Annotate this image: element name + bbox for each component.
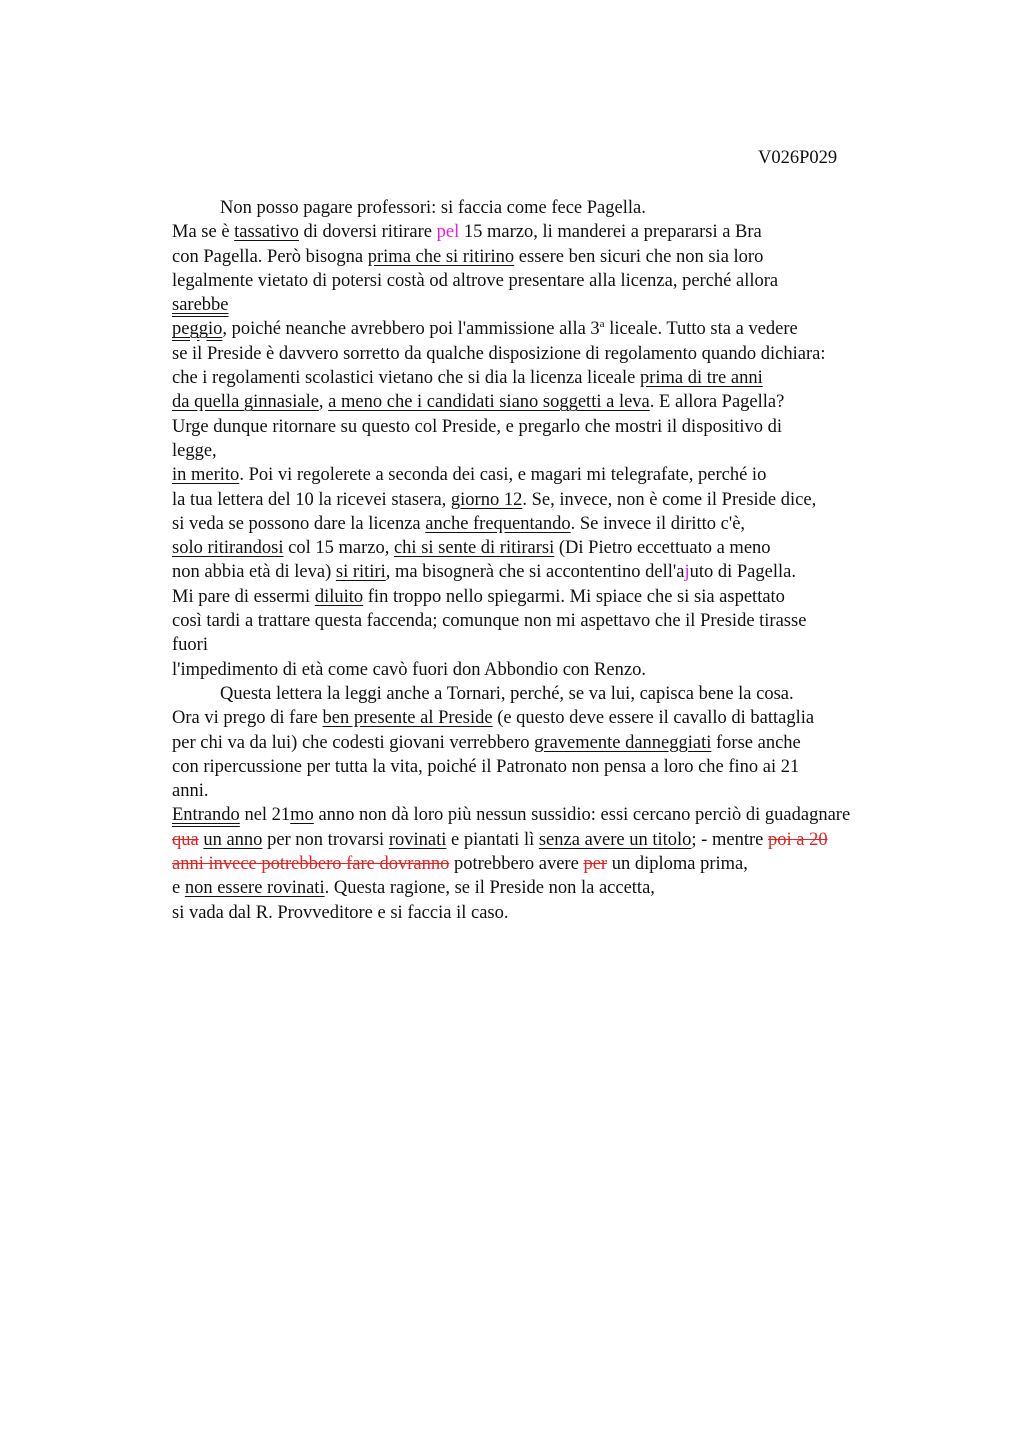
text-line (172, 390, 972, 414)
text-segment: fuori (172, 635, 208, 656)
text-line (172, 876, 972, 900)
text-line (172, 706, 972, 730)
text-segment: . Poi vi regolerete a seconda dei casi, e magari mi telegrafate, perché io (239, 465, 767, 486)
text-segment: liceale. Tutto sta a vedere (604, 319, 798, 340)
text-segment: Questa lettera la leggi anche a Tornari, perché, se va lui, capisca bene la cosa. (220, 683, 794, 704)
text-segment: col 15 marzo, (283, 538, 394, 559)
underlined-text: giorno 12 (450, 489, 523, 510)
underlined-text: si ritiri (335, 562, 386, 583)
underlined-text: diluito (314, 586, 364, 607)
text-segment: e piantati lì (446, 829, 539, 850)
text-line (172, 609, 972, 633)
text-line (172, 196, 972, 220)
text-segment: Mi pare di essermi (172, 586, 315, 607)
text-line (172, 536, 972, 560)
text-segment: un diploma prima, (607, 854, 748, 875)
text-segment: legalmente vietato di potersi costà od altrove presentare alla licenza, perché allora (172, 270, 779, 291)
text-line (172, 245, 972, 269)
text-segment: legge, (172, 440, 217, 461)
text-line (172, 220, 972, 244)
double-underlined-text: peggio (172, 319, 223, 340)
underlined-text: prima che si ritirino (367, 246, 515, 267)
text-segment: , ma bisognerà che si accontentino dell'a (385, 562, 685, 583)
text-segment: . Se invece il diritto c'è, (570, 513, 746, 534)
text-line (172, 488, 972, 512)
text-line (172, 342, 972, 366)
inserted-text: j (684, 562, 690, 583)
deleted-text: anni invece potrebbero fare dovranno (172, 854, 450, 875)
text-segment: , poiché neanche avrebbero poi l'ammissione alla 3 (222, 319, 600, 340)
text-line (172, 755, 972, 779)
text-line (172, 803, 972, 827)
text-line (172, 269, 972, 293)
underlined-text: a meno che i candidati siano soggetti a leva (328, 392, 650, 413)
text-segment: (e questo deve essere il cavallo di battaglia (492, 708, 815, 729)
text-line (172, 463, 972, 487)
underlined-text: solo ritirandosi (172, 538, 284, 559)
text-segment: anni. (172, 781, 209, 802)
text-segment: Ora vi prego di fare (172, 708, 323, 729)
text-segment: che i regolamenti scolastici vietano che si dia la licenza liceale (172, 368, 640, 389)
underlined-text: prima di tre anni (639, 368, 763, 389)
text-segment: l'impedimento di età come cavò fuori don Abbondio con Renzo. (172, 659, 646, 680)
text-segment: potrebbero avere (449, 854, 584, 875)
text-segment: ; - mentre (691, 829, 768, 850)
underlined-text: senza avere un titolo (538, 829, 692, 850)
text-segment: si veda se possono dare la licenza (172, 513, 426, 534)
underlined-text: ben presente al Preside (322, 708, 493, 729)
text-segment: Non posso pagare professori: si faccia come fece Pagella. (220, 198, 646, 218)
text-segment: con ripercussione per tutta la vita, poiché il Patronato non pensa a loro che fino ai 21 (172, 756, 800, 777)
deleted-text: poi a 20 (767, 829, 828, 850)
text-segment: e (172, 878, 185, 899)
text-line (172, 852, 972, 876)
underlined-text: non essere rovinati (184, 878, 325, 899)
text-line (172, 633, 972, 657)
text-segment: per non trovarsi (262, 829, 389, 850)
superscript: a (599, 318, 605, 331)
document-id: V026P029 (758, 148, 838, 168)
text-line (172, 658, 972, 682)
text-segment: Ma se è (172, 222, 235, 243)
deleted-text: qua (172, 829, 199, 850)
underlined-text: gravemente danneggiati (534, 732, 712, 753)
underlined-text: un anno (203, 829, 263, 850)
text-line (172, 901, 972, 925)
text-line (172, 415, 972, 439)
text-line (172, 682, 972, 706)
text-segment: così tardi a trattare questa faccenda; comunque non mi aspettavo che il Preside tirasse (172, 611, 807, 632)
text-line (172, 293, 972, 317)
text-segment: essere ben sicuri che non sia loro (514, 246, 764, 267)
text-line (172, 512, 972, 536)
text-segment: . Questa ragione, se il Preside non la accetta, (324, 878, 655, 899)
underlined-text: in merito (172, 465, 240, 486)
text-segment: (Di Pietro eccettuato a meno (554, 538, 771, 559)
text-segment: , (318, 392, 329, 413)
text-line (172, 585, 972, 609)
text-line (172, 560, 972, 584)
text-line (172, 828, 972, 852)
text-segment: se il Preside è davvero sorretto da qualche disposizione di regolamento quando dichiara: (172, 343, 826, 364)
underlined-text: anche frequentando (425, 513, 571, 534)
text-segment: fin troppo nello spiegarmi. Mi spiace che si sia aspettato (363, 586, 785, 607)
text-segment: anno non dà loro più nessun sussidio: essi cercano perciò di guadagnare (313, 805, 851, 826)
text-segment: Urge dunque ritornare su questo col Preside, e pregarlo che mostri il dispositivo di (172, 416, 783, 437)
text-segment: . E allora Pagella? (649, 392, 785, 413)
double-underlined-text: Entrando (172, 805, 240, 826)
inserted-text: pel (436, 222, 460, 243)
text-segment: con Pagella. Però bisogna (172, 246, 368, 267)
underlined-text: tassativo (234, 222, 299, 243)
text-line (172, 731, 972, 755)
text-segment: . Se, invece, non è come il Preside dice, (522, 489, 817, 510)
text-segment: uto di Pagella. (689, 562, 796, 583)
underlined-text: mo (290, 805, 314, 826)
letter-body (172, 196, 972, 925)
text-line (172, 779, 972, 803)
text-segment: forse anche (711, 732, 801, 753)
text-segment: per chi va da lui) che codesti giovani verrebbero (172, 732, 535, 753)
text-line (172, 317, 972, 341)
text-line (172, 439, 972, 463)
underlined-text: rovinati (388, 829, 447, 850)
text-segment: nel 21 (239, 805, 291, 826)
double-underlined-text: sarebbe (172, 295, 229, 316)
text-segment: 15 marzo, li manderei a prepararsi a Bra (459, 222, 762, 243)
text-line (172, 366, 972, 390)
deleted-text: per (583, 854, 608, 875)
text-segment: non abbia età di leva) (172, 562, 336, 583)
text-segment: di doversi ritirare (298, 222, 437, 243)
text-segment: la tua lettera del 10 la ricevei stasera, (172, 489, 451, 510)
text-segment: si vada dal R. Provveditore e si faccia il caso. (172, 902, 509, 923)
underlined-text: da quella ginnasiale (172, 392, 319, 413)
underlined-text: chi si sente di ritirarsi (393, 538, 555, 559)
